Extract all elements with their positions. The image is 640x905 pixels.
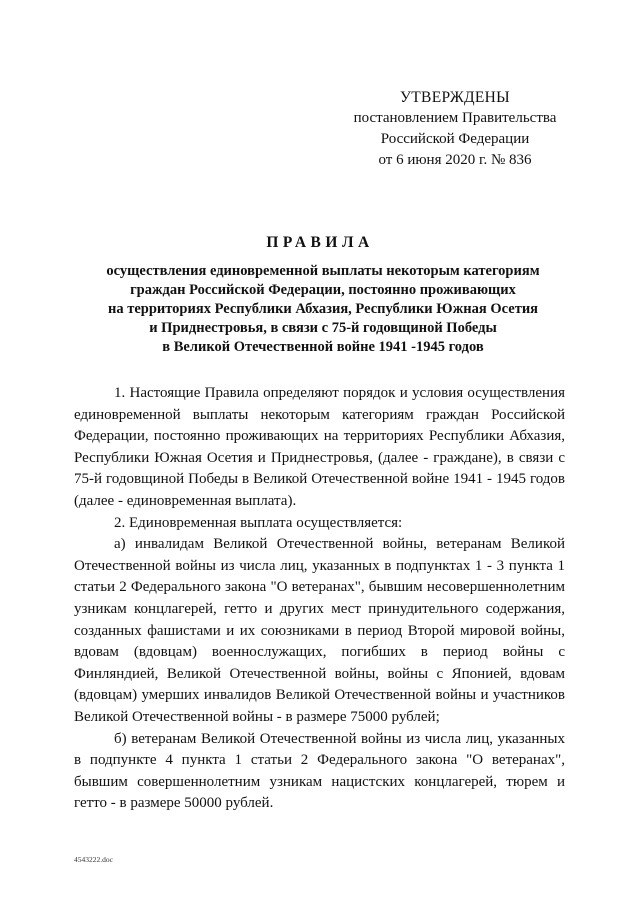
- subtitle-line-1: осуществления единовременной выплаты некоторым категориям: [106, 263, 540, 279]
- file-name-footer: 4543222.doc: [74, 855, 113, 864]
- approval-block: [340, 87, 570, 171]
- subtitle-line-3: на территориях Республики Абхазия, Республики Южная Осетия: [107, 301, 539, 317]
- approval-line-3: от 6 июня 2020 г. № 836: [378, 152, 532, 168]
- paragraph-a: а) инвалидам Великой Отечественной войны, ветеранам Великой Отечественной войны из числа лиц, указанных в подпунктах 1 - 3 пункта 1 статьи 2 Федерального закона "О ветеранах", бывшим несовершеннолетним узникам концлагерей, гетто и других мест принудительного содержания, созданных фашистами и их союзниками в период Второй мировой войны, вдовам (вдовцам) военнослужащих, погибших в период войны с Финляндией, Великой Отечественной войны, войны с Японией, вдовам (вдовцам) умерших инвалидов Великой Отечественной войны и участников Великой Отечественной войны - в размере 75000 рублей;: [74, 536, 565, 725]
- document-title: ПРАВИЛА: [266, 234, 374, 251]
- paragraph-1: 1. Настоящие Правила определяют порядок и условия осуществления единовременной выплаты некоторым категориям граждан Российской Федерации, постоянно проживающих на территориях Республики Абхазия, Республики Южная Осетия и Приднестровья, (далее - граждане), в связи с 75-й годовщиной Победы в Великой Отечественной войне 1941 - 1945 годов (далее - единовременная выплата).: [74, 385, 565, 509]
- subtitle-line-4: и Приднестровья, в связи с 75-й годовщиной Победы: [149, 320, 497, 336]
- document-subtitle: [60, 262, 586, 357]
- subtitle-line-5: в Великой Отечественной войне 1941 -1945 годов: [162, 339, 484, 355]
- document-body: [74, 383, 565, 815]
- paragraph-b: б) ветеранам Великой Отечественной войны из числа лиц, указанных в подпункте 4 пункта 1 статьи 2 Федерального закона "О ветеранах", бывшим совершеннолетним узникам нацистских концлагерей, тюрем и гетто - в размере 50000 рублей.: [74, 730, 565, 812]
- approval-heading: УТВЕРЖДЕНЫ: [400, 89, 510, 106]
- approval-line-2: Российской Федерации: [380, 131, 530, 147]
- approval-line-1: постановлением Правительства: [353, 110, 557, 126]
- subtitle-line-2: граждан Российской Федерации, постоянно проживающих: [130, 282, 516, 298]
- paragraph-2: 2. Единовременная выплата осуществляется:: [114, 514, 403, 531]
